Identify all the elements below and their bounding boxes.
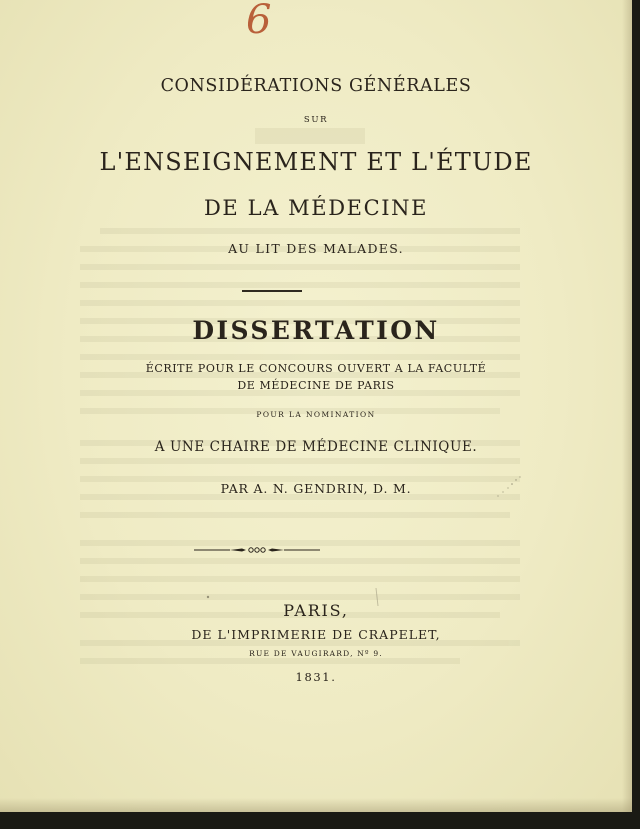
title-line-4: DE LA MÉDECINE [203, 196, 429, 220]
ornamental-divider [194, 544, 320, 556]
description-line-3: POUR LA NOMINATION [256, 410, 376, 419]
description-line-4: A UNE CHAIRE DE MÉDECINE CLINIQUE. [154, 439, 478, 455]
title-line-5: AU LIT DES MALADES. [228, 241, 404, 256]
author-line: PAR A. N. GENDRIN, D. M. [220, 481, 412, 496]
imprint-year: 1831. [295, 670, 337, 684]
title-line-1: CONSIDÉRATIONS GÉNÉRALES [160, 76, 472, 96]
separator-rule [242, 290, 302, 292]
handwritten-page-number: 6 [246, 0, 272, 43]
title-line-3: L'ENSEIGNEMENT ET L'ÉTUDE [99, 148, 533, 176]
imprint-printer: DE L'IMPRIMERIE DE CRAPELET, [191, 627, 441, 642]
title-line-2: SUR [303, 115, 329, 125]
description-line-2: DE MÉDECINE DE PARIS [237, 379, 395, 392]
dissertation-heading: DISSERTATION [192, 316, 440, 345]
page-edge-shadow [622, 0, 632, 812]
imprint-address: RUE DE VAUGIRARD, Nº 9. [249, 649, 383, 658]
imprint-city: PARIS, [283, 601, 349, 620]
description-line-1: ÉCRITE POUR LE CONCOURS OUVERT A LA FACULTÉ [145, 362, 487, 375]
page-bottom-shadow [0, 798, 632, 812]
